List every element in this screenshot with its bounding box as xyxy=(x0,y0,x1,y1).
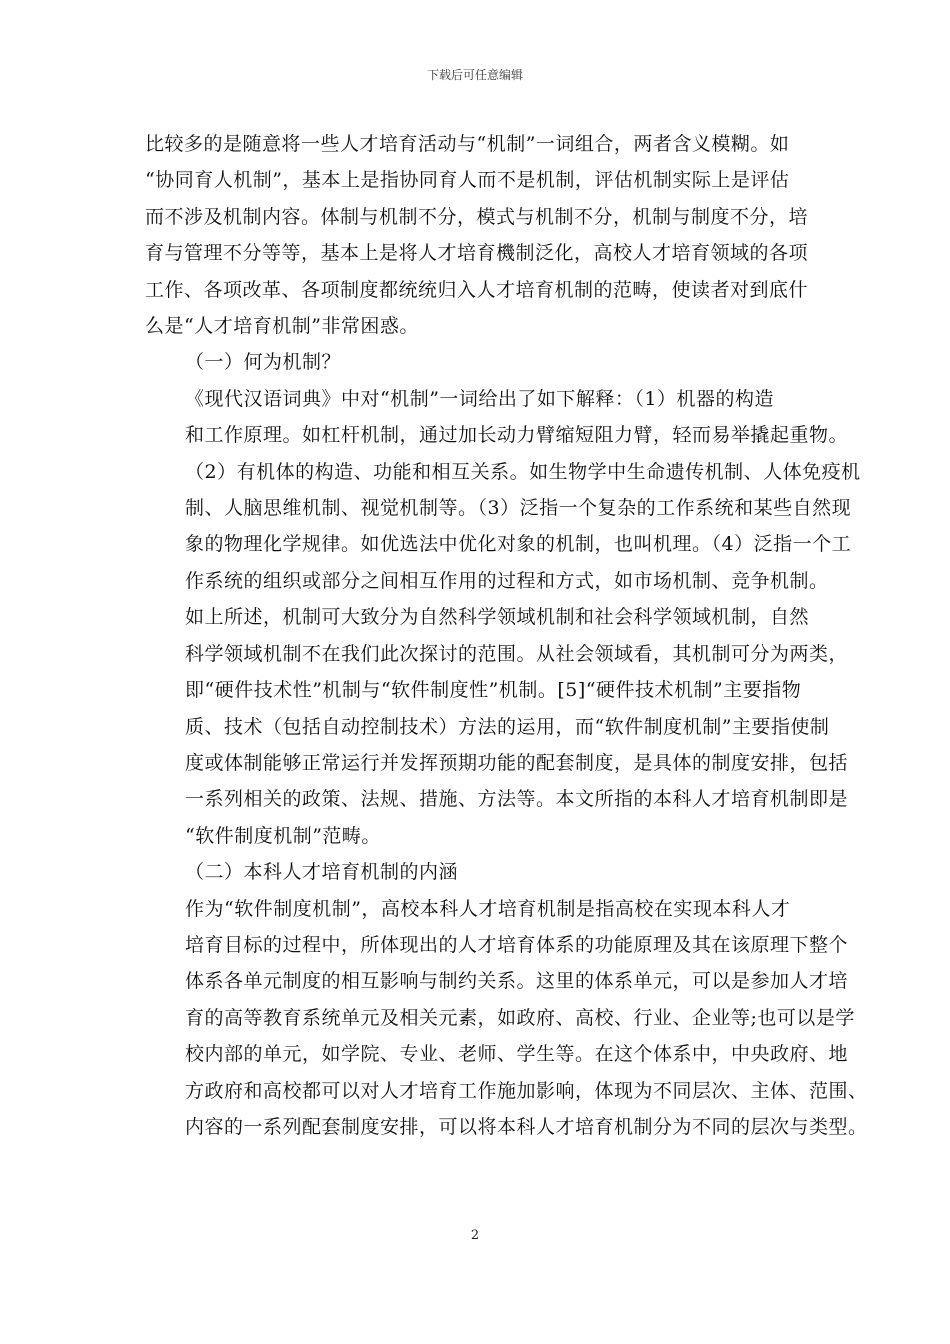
text-line: 而不涉及机制内容。体制与机制不分，模式与机制不分，机制与制度不分，培 xyxy=(145,205,809,228)
text-line: （二）本科人才培育机制的内涵 xyxy=(185,861,459,884)
text-line: 育的高等教育系统单元及相关元素，如政府、高校、行业、企业等;也可以是学 xyxy=(185,1006,855,1029)
text-line: 《现代汉语词典》中对“机制”一词给出了如下解释：（1）机器的构造 xyxy=(185,387,775,410)
text-line: 校内部的单元，如学院、专业、老师、学生等。在这个体系中，中央政府、地 xyxy=(185,1043,849,1066)
text-line: 和工作原理。如杠杆机制，通过加长动力臂缩短阻力臂，轻而易举撬起重物。 xyxy=(185,424,849,447)
page-header: 下载后可任意编辑 xyxy=(426,68,523,82)
paragraph xyxy=(145,126,810,344)
text-line: 比较多的是随意将一些人才培育活动与“机制”一词组合，两者含义模糊。如 xyxy=(145,133,790,155)
text-line: 作为“软件制度机制”，高校本科人才培育机制是指高校在实现本科人才 xyxy=(185,897,791,920)
text-line: 内容的一系列配套制度安排，可以将本科人才培育机制分为不同的层次与类型。 xyxy=(185,1115,868,1138)
text-line: 工作、各项改革、各项制度都统统归入人才培育机制的范畴，使读者对到底什 xyxy=(145,278,809,301)
text-line: 制、人脑思维机制、视觉机制等。（3）泛指一个复杂的工作系统和某些自然现 xyxy=(185,497,852,520)
text-line: “软件制度机制”范畴。 xyxy=(185,824,381,847)
text-line: 科学领域机制不在我们此次探讨的范围。从社会领域看，其机制可分为两类， xyxy=(185,642,849,665)
text-line: 体系各单元制度的相互影响与制约关系。这里的体系单元，可以是参加人才培 xyxy=(185,970,849,993)
text-line: 方政府和高校都可以对人才培育工作施加影响，体现为不同层次、主体、范围、 xyxy=(185,1079,868,1102)
text-line: 即“硬件技术性”机制与“软件制度性”机制。[5]“硬件技术机制”主要指物 xyxy=(185,679,802,702)
page-number: 2 xyxy=(470,1228,480,1243)
text-line: 培育目标的过程中，所体现出的人才培育体系的功能原理及其在该原理下整个 xyxy=(185,933,849,956)
paragraph xyxy=(145,891,868,1146)
paragraph xyxy=(145,854,810,890)
paragraph xyxy=(145,381,861,599)
paragraph xyxy=(145,599,849,854)
text-line: “协同育人机制”，基本上是指协同育人而不是机制，评估机制实际上是评估 xyxy=(145,169,790,192)
text-line: 么是“人才培育机制”非常困惑。 xyxy=(145,315,419,338)
text-line: 象的物理化学规律。如优选法中优化对象的机制，也叫机理。（4）泛指一个工 xyxy=(185,533,852,556)
text-line: （2）有机体的构造、功能和相互关系。如生物学中生命遗传机制、人体免疫机 xyxy=(185,460,861,483)
text-line: 质、技术（包括自动控制技术）方法的运用，而“软件制度机制”主要指使制 xyxy=(185,715,830,738)
text-line: 如上所述，机制可大致分为自然科学领域机制和社会科学领域机制，自然 xyxy=(185,606,810,629)
text-line: 作系统的组织或部分之间相互作用的过程和方式，如市场机制、竞争机制。 xyxy=(185,569,829,592)
document-body xyxy=(145,126,868,1145)
text-line: 度或体制能够正常运行并发挥预期功能的配套制度，是具体的制度安排，包括 xyxy=(185,751,849,774)
paragraph xyxy=(145,344,810,380)
text-line: （一）何为机制？ xyxy=(185,351,342,374)
text-line: 育与管理不分等等，基本上是将人才培育機制泛化，高校人才培育领域的各项 xyxy=(145,242,809,265)
text-line: 一系列相关的政策、法规、措施、方法等。本文所指的本科人才培育机制即是 xyxy=(185,788,849,811)
